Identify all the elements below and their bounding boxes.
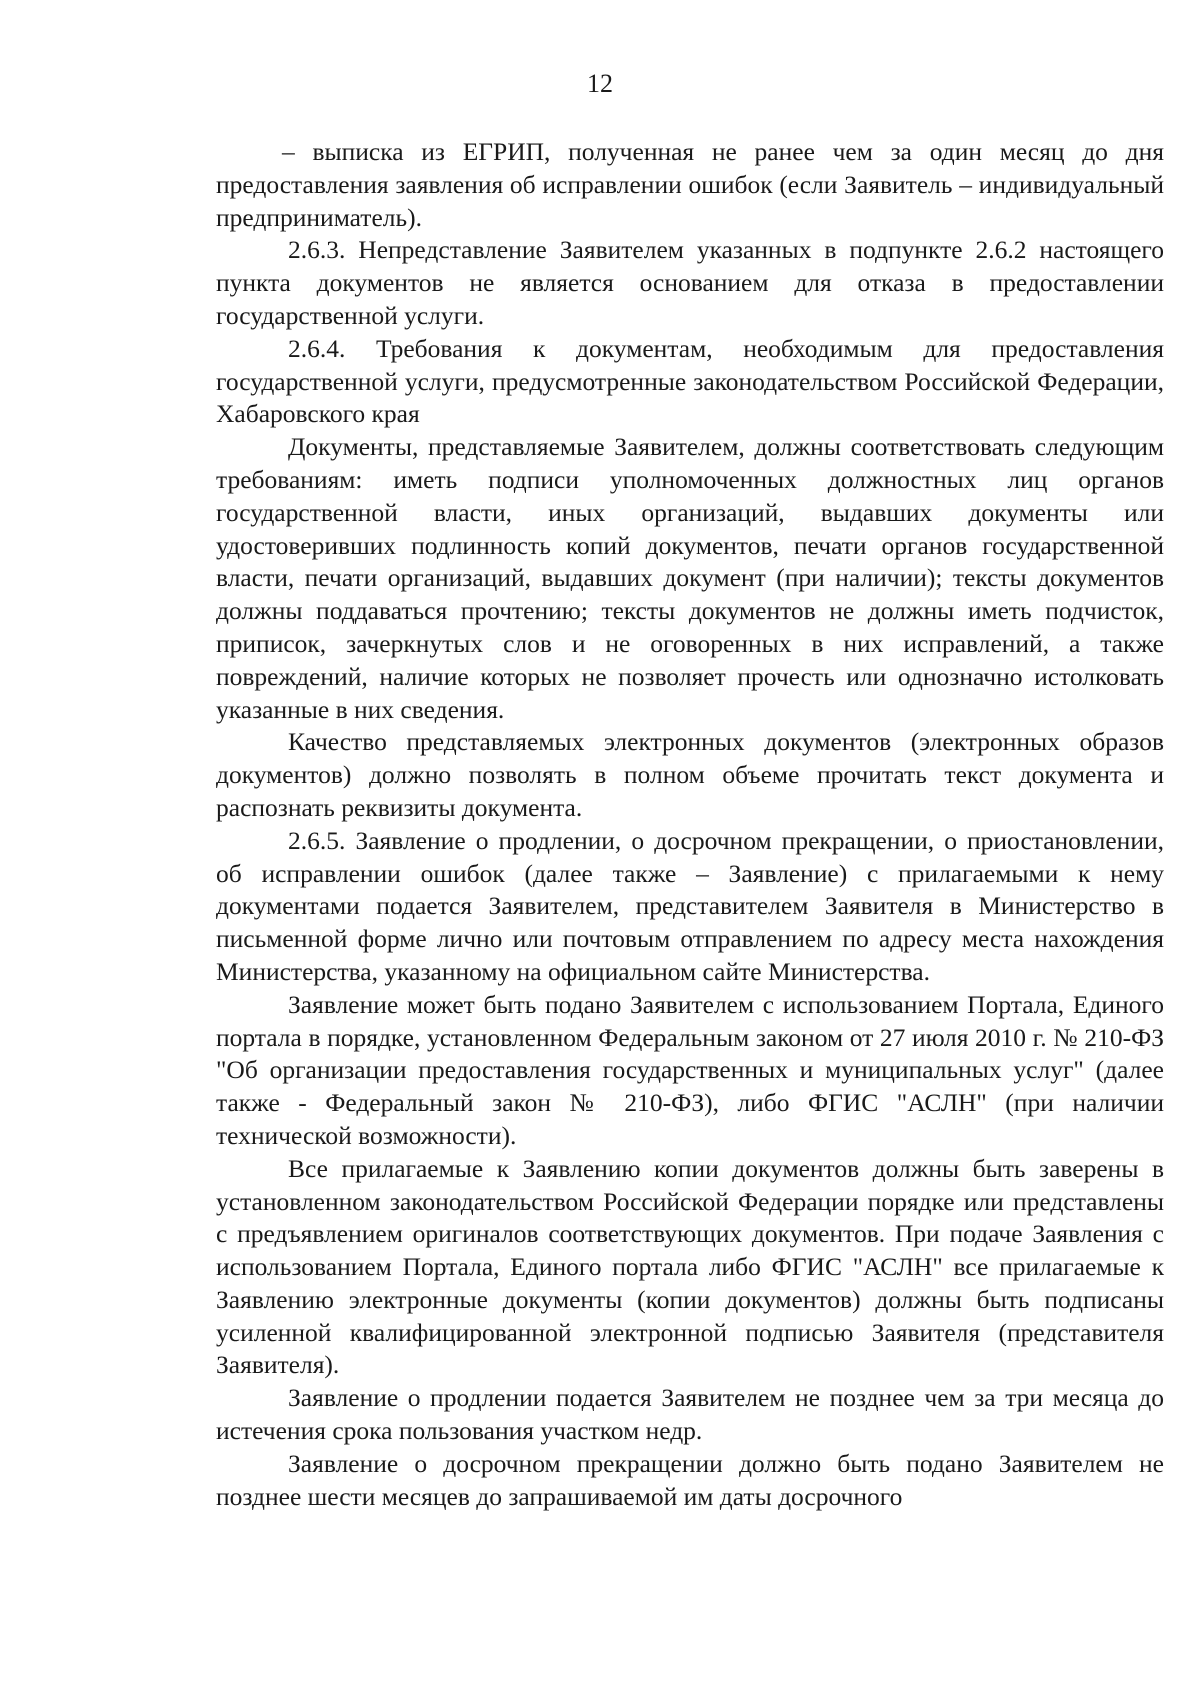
paragraph-document-requirements: Документы, представляемые Заявителем, должны соответствовать следующим требованиям: иметь подписи уполномоченных должностных лиц органов государственной власти, иных организаций, выдавших документы или удостоверивших подлинность копий документов, печати органов государственной власти, печати организаций, выдавших документ (при наличии); тексты документов должны поддаваться прочтению; тексты документов не должны иметь подчисток, приписок, зачеркнутых слов и не оговоренных в них исправлений, а также повреждений, наличие которых не позволяет прочесть или однозначно истолковать указанные в них сведения. <box>216 432 1164 724</box>
paragraph-2-6-3: 2.6.3. Непредставление Заявителем указанных в подпункте 2.6.2 настоящего пункта документов не является основанием для отказа в предоставлении государственной услуги. <box>216 235 1164 330</box>
page-number: 12 <box>587 69 613 98</box>
paragraph-egrip-extract: – выписка из ЕГРИП, полученная не ранее чем за один месяц до дня предоставления заявления об исправлении ошибок (если Заявитель – индивидуальный предприниматель). <box>216 137 1164 232</box>
paragraph-extension-deadline: Заявление о продлении подается Заявителем не позднее чем за три месяца до истечения срока пользования участком недр. <box>216 1383 1164 1446</box>
paragraph-attached-copies: Все прилагаемые к Заявлению копии документов должны быть заверены в установленном законодательством Российской Федерации порядке или представлены с предъявлением оригиналов соответствующих документов. При подаче Заявления с использованием Портала, Единого портала либо ФГИС "АСЛН" все прилагаемые к Заявлению электронные документы (копии документов) должны быть подписаны усиленной квалифицированной электронной подписью Заявителя (представителя Заявителя). <box>216 1153 1164 1380</box>
paragraph-portal-submission: Заявление может быть подано Заявителем с использованием Портала, Единого портала в порядке, установленном Федеральным законом от 27 июля 2010 г. № 210-ФЗ "Об организации предоставления государственных и муниципальных услуг" (далее также - Федеральный закон № 210-ФЗ), либо ФГИС "АСЛН" (при наличии технической возможности). <box>216 989 1164 1150</box>
paragraph-2-6-5: 2.6.5. Заявление о продлении, о досрочном прекращении, о приостановлении, об исправлении ошибок (далее также – Заявление) с прилагаемыми к нему документами подается Заявителем, представителем Заявителя в Министерство в письменной форме лично или почтовым отправлением по адресу места нахождения Министерства, указанному на официальном сайте Министерства. <box>216 825 1164 986</box>
paragraph-early-termination: Заявление о досрочном прекращении должно быть подано Заявителем не позднее шести месяцев до запрашиваемой им даты досрочного <box>216 1448 1164 1511</box>
paragraph-electronic-quality: Качество представляемых электронных документов (электронных образов документов) должно позволять в полном объеме прочитать текст документа и распознать реквизиты документа. <box>216 727 1164 822</box>
paragraph-2-6-4: 2.6.4. Требования к документам, необходимым для предоставления государственной услуги, предусмотренные законодательством Российской Федерации, Хабаровского края <box>216 333 1164 429</box>
document-body <box>216 136 1164 1513</box>
